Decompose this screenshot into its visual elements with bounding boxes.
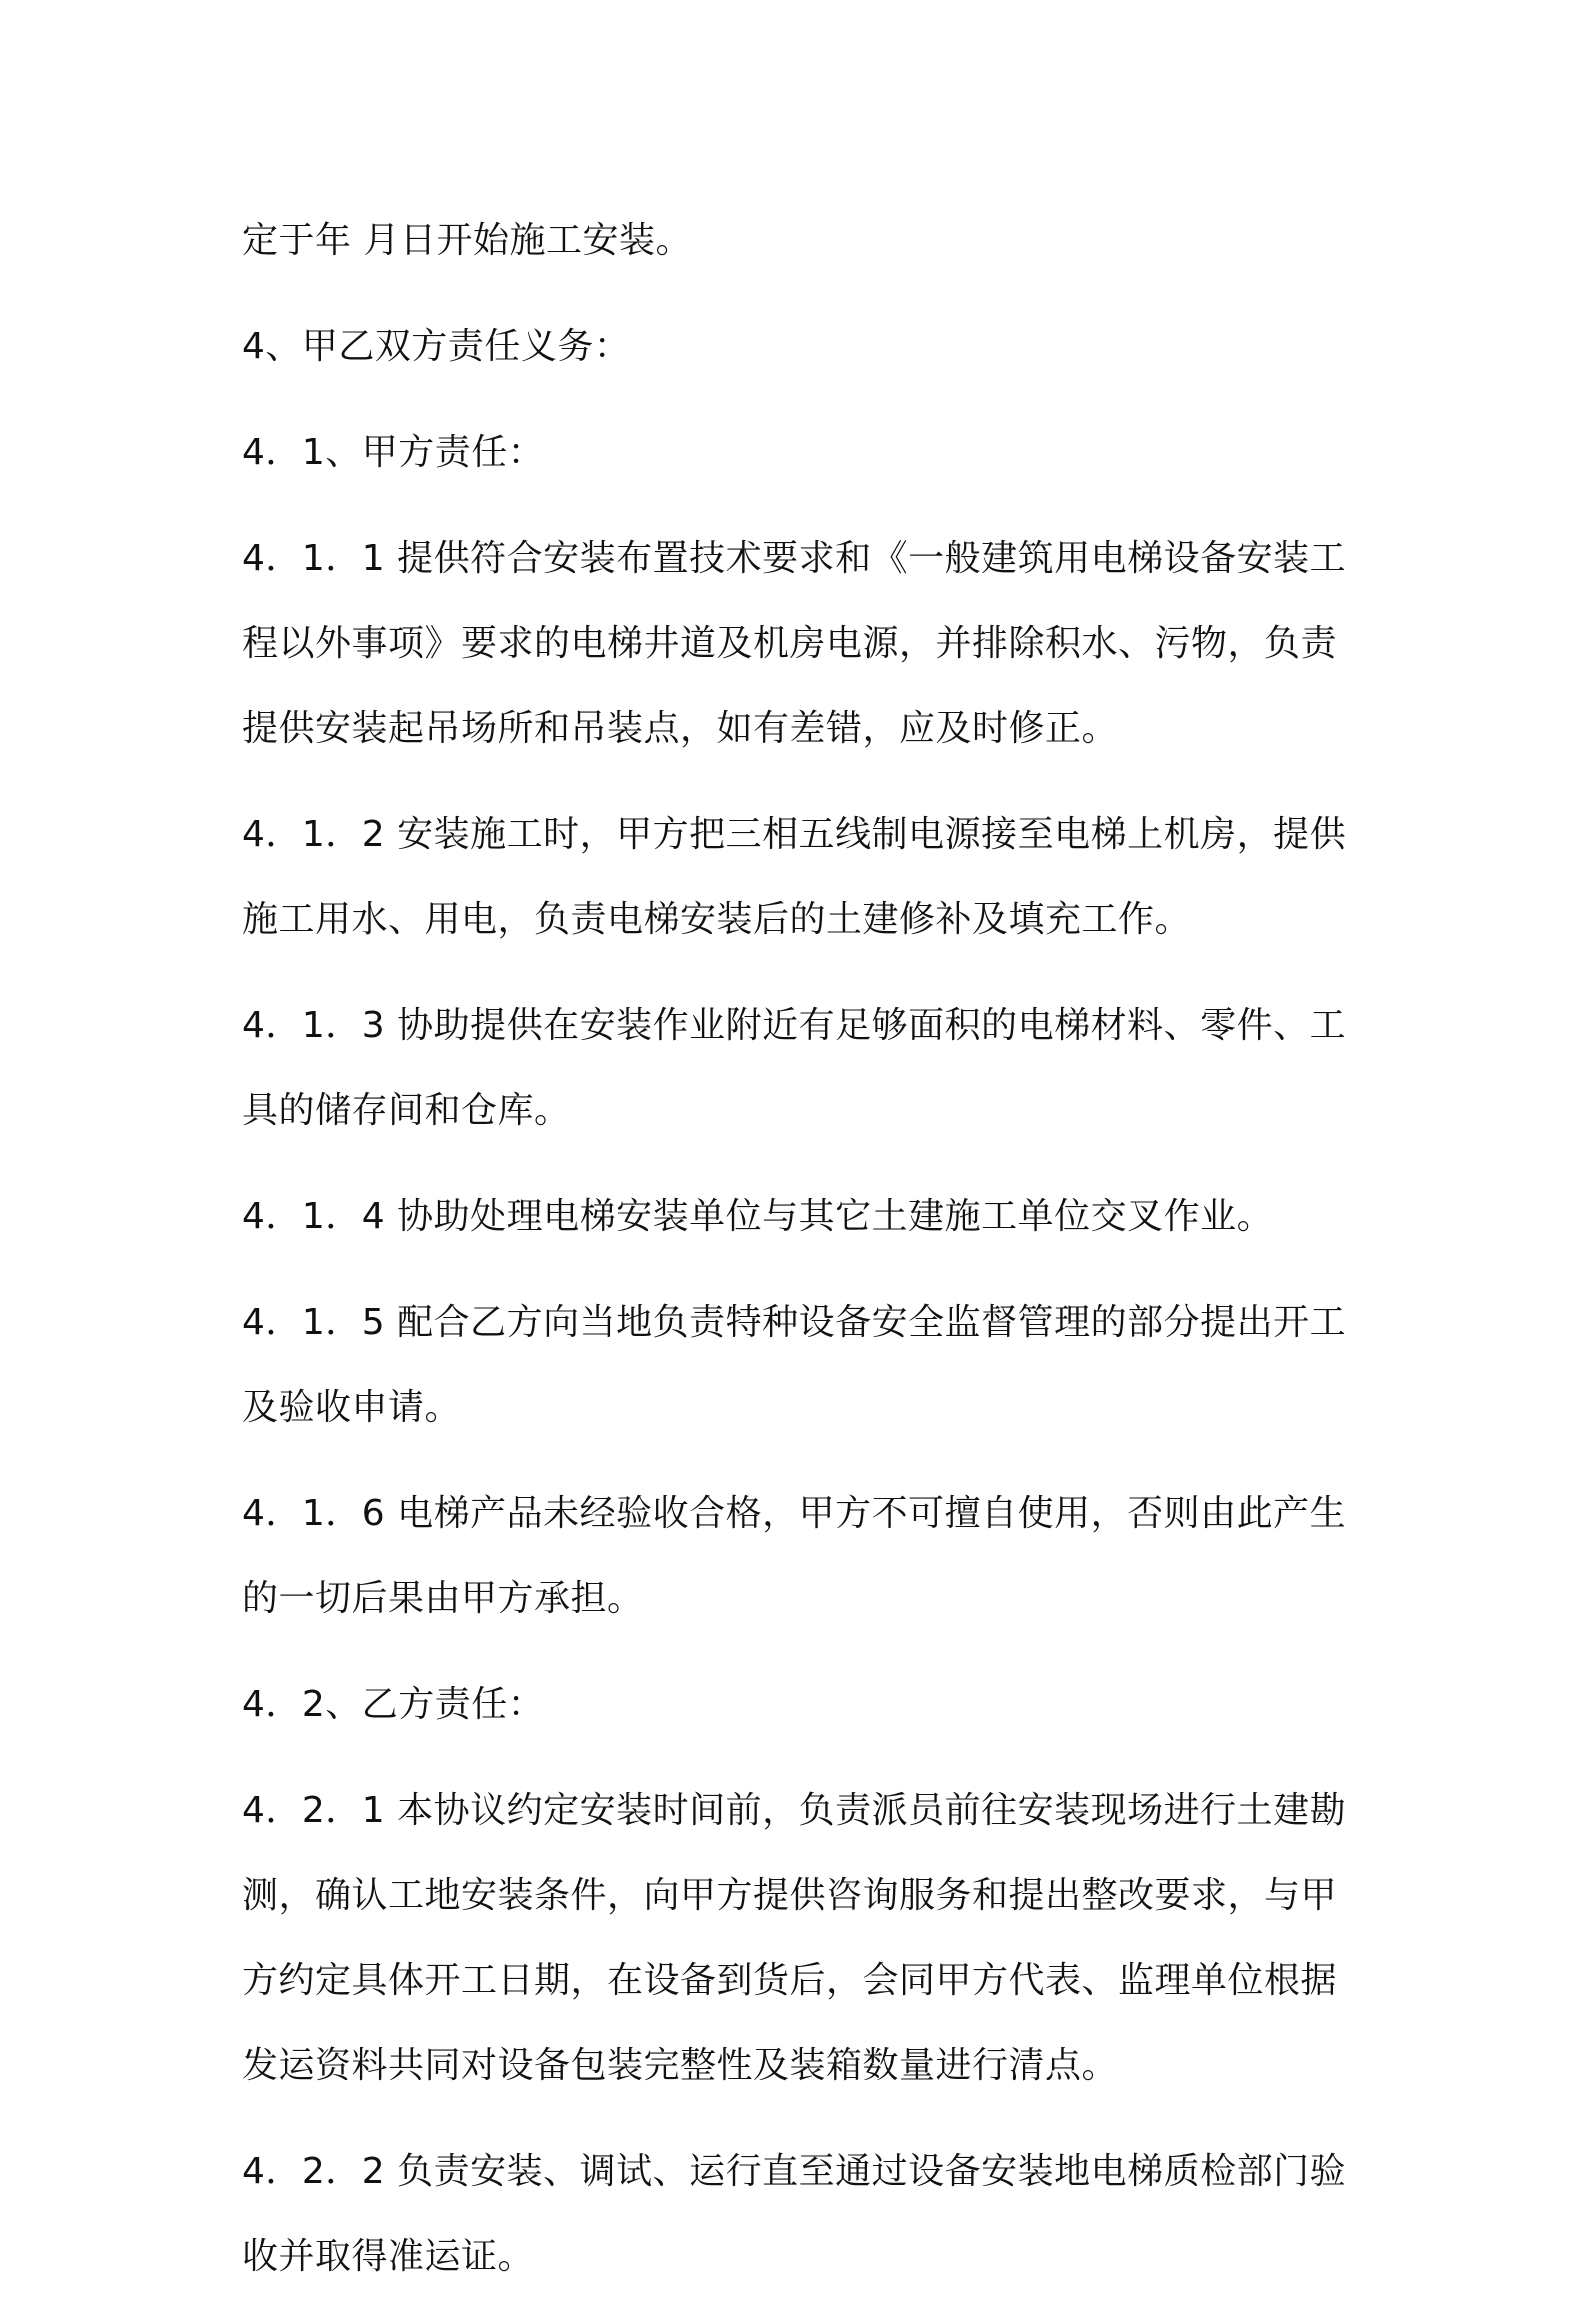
clause-4-1-3: 4．1．3 协助提供在安装作业附近有足够面积的电梯材料、零件、工具的储存间和仓库。 <box>242 1005 1347 1131</box>
heading-section-4: 4、甲乙双方责任义务： <box>242 326 631 367</box>
clause-4-1-4: 4．1．4 协助处理电梯安装单位与其它土建施工单位交叉作业。 <box>242 1196 1274 1237</box>
heading-section-4-1: 4．1、甲方责任： <box>242 432 545 473</box>
paragraph-start-date: 定于年 月日开始施工安装。 <box>242 220 692 261</box>
document-body <box>242 198 1372 2320</box>
clause-4-1-5: 4．1．5 配合乙方向当地负责特种设备安全监督管理的部分提出开工及验收申请。 <box>242 1302 1347 1428</box>
clause-4-1-1: 4．1．1 提供符合安装布置技术要求和《一般建筑用电梯设备安装工程以外事项》要求的电梯井道及机房电源，并排除积水、污物，负责提供安装起吊场所和吊装点，如有差错，应及时修正。 <box>242 538 1347 749</box>
heading-section-4-2: 4．2、乙方责任： <box>242 1684 545 1725</box>
clause-4-1-2: 4．1．2 安装施工时，甲方把三相五线制电源接至电梯上机房，提供施工用水、用电，负责电梯安装后的土建修补及填充工作。 <box>242 814 1347 940</box>
clause-4-2-2: 4．2．2 负责安装、调试、运行直至通过设备安装地电梯质检部门验收并取得准运证。 <box>242 2151 1347 2277</box>
clause-4-1-6: 4．1．6 电梯产品未经验收合格，甲方不可擅自使用，否则由此产生的一切后果由甲方承担。 <box>242 1493 1347 1619</box>
clause-4-2-1: 4．2．1 本协议约定安装时间前，负责派员前往安装现场进行土建勘测，确认工地安装条件，向甲方提供咨询服务和提出整改要求，与甲方约定具体开工日期，在设备到货后，会同甲方代表、监理单位根据发运资料共同对设备包装完整性及装箱数量进行清点。 <box>242 1790 1347 2086</box>
